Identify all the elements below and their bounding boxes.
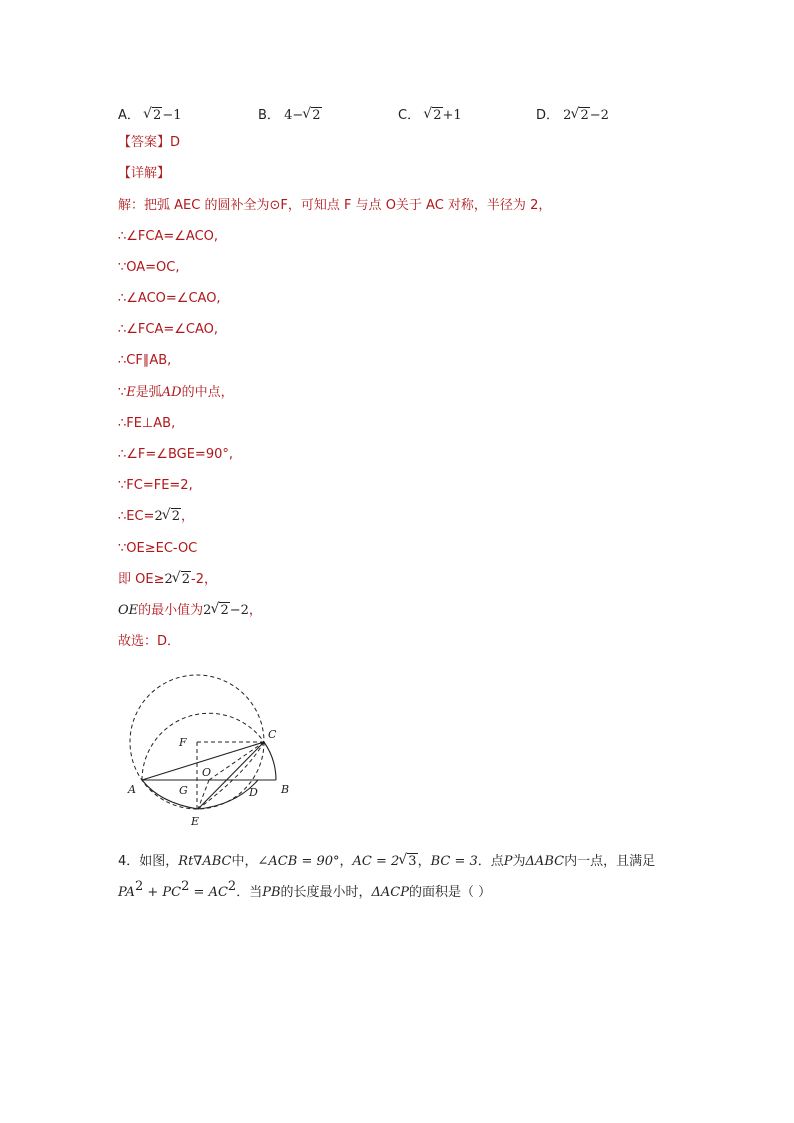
label-o: O bbox=[202, 766, 212, 779]
label-a: A bbox=[128, 783, 136, 796]
arc-c-b bbox=[264, 742, 276, 780]
answer-value: D bbox=[170, 135, 181, 150]
solution-line-6: ∴CF∥AB, bbox=[118, 353, 172, 368]
solution-line-10: ∵FC=FE=2, bbox=[118, 478, 193, 493]
label-g: G bbox=[179, 784, 188, 797]
answer-line bbox=[118, 134, 180, 152]
label-f: F bbox=[179, 736, 187, 749]
solution-line-5: ∴∠FCA=∠CAO, bbox=[118, 322, 219, 337]
arc-a-e-d bbox=[142, 780, 258, 809]
label-e: E bbox=[191, 815, 200, 828]
solution-line-7: ∵E是弧AD的中点， bbox=[118, 385, 234, 400]
solution-line-3: ∵OA=OC, bbox=[118, 260, 180, 275]
solution-line-12: ∵OE≥EC-OC bbox=[118, 541, 198, 556]
solution-line-1: 解：把弧 AEC 的圆补全为⊙F，可知点 F 与点 O关于 AC 对称，半径为 2， bbox=[118, 198, 552, 213]
solution-line-14: OE的最小值为2√ 2−2， bbox=[118, 602, 262, 620]
solution-line-11: ∴EC=2√ 2， bbox=[118, 508, 194, 526]
label-d: D bbox=[249, 786, 258, 799]
geometry-figure bbox=[118, 665, 308, 835]
option-a: A． √ 2−1 bbox=[118, 104, 182, 123]
solution-line-9: ∴∠F=∠BGE=90°, bbox=[118, 447, 233, 462]
solution-line-13: 即 OE≥2√ 2-2， bbox=[118, 571, 217, 589]
detail-label: 【详解】 bbox=[118, 166, 171, 181]
option-c: C． √ 2+1 bbox=[398, 104, 462, 123]
solution-line-8: ∴FE⊥AB, bbox=[118, 416, 176, 431]
answer-label: 【答案】 bbox=[118, 135, 171, 150]
problem-4-line-1: 4．如图，Rt∇ABC中，∠ACB = 90°，AC = 2√ 3，BC = 3．点P为ΔABC内一点，且满足 bbox=[118, 853, 655, 871]
problem-4-line-2: $PA^2 + PC^2 = AC^2$．当PB的长度最小时，ΔACP的面积是（ ） bbox=[118, 879, 492, 900]
solution-line-2: ∴∠FCA=∠ACO, bbox=[118, 229, 219, 244]
label-b: B bbox=[281, 783, 290, 796]
segment-oc bbox=[209, 742, 264, 780]
solution-line-4: ∴∠ACO=∠CAO, bbox=[118, 291, 221, 306]
option-d: D． 2√ 2−2 bbox=[536, 104, 609, 123]
option-b: B． 4−√ 2 bbox=[258, 104, 322, 123]
label-c: C bbox=[268, 728, 277, 741]
solution-line-15: 故选：D． bbox=[118, 634, 181, 649]
